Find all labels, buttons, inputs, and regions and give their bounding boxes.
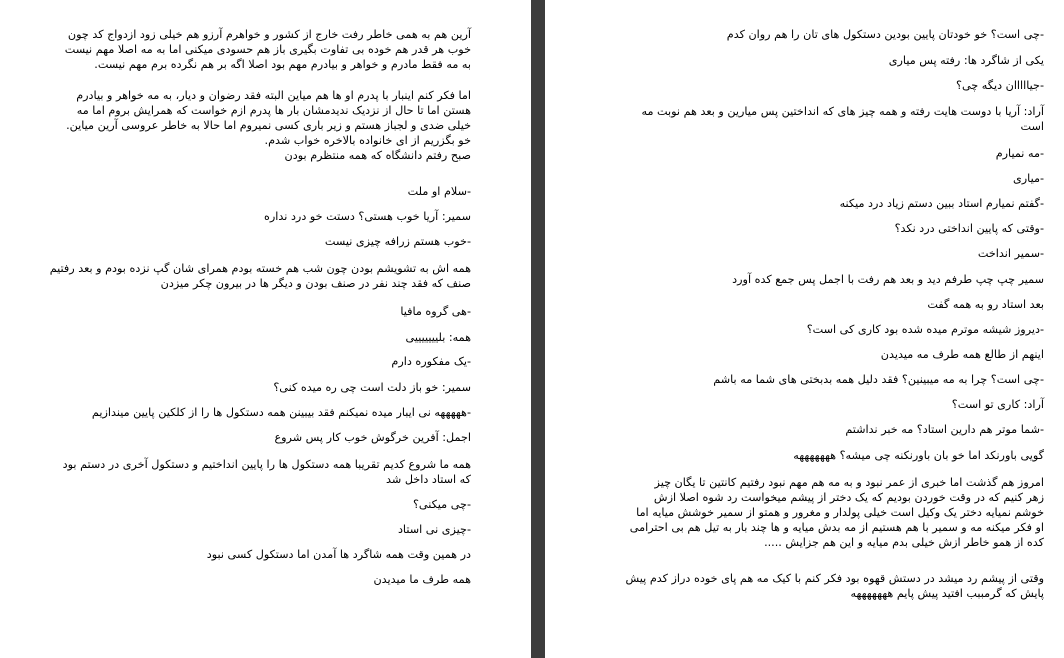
text-line: همه طرف ما میدیدن [373,573,471,586]
text-line: آراد: کاری تو است؟ [951,398,1044,411]
text-line: یکی از شاگرد ها: رفته پس میاری [888,54,1044,67]
text-line: -چی است؟ چرا به مه میبینین؟ فقد دلیل همه بدبختی های شما مه باشم [713,373,1044,386]
text-line: سمیر: آریا خوب هستی؟ دستت خو درد نداره [264,210,471,223]
text-paragraph [889,53,1044,68]
text-paragraph [630,475,1044,550]
text-paragraph [207,547,471,562]
text-paragraph [996,146,1044,161]
text-paragraph [50,261,471,291]
text-paragraph [325,234,471,249]
text-line: به مه فقط مادرم و خواهر و بیادرم مهم بود اصلا اگه بر هم نگرده برم مهم نیست. [94,58,471,71]
text-paragraph [895,221,1044,236]
text-line: -خوب هستم زرافه چیزی نیست [324,235,471,248]
text-line: است [1020,120,1044,133]
text-paragraph [978,246,1044,261]
text-paragraph [66,88,471,163]
text-line: آرین هم به همی خاطر رفت خارج از کشور و خواهرم آرزو هم خیلی زود ازدواج کد چون [67,28,471,41]
text-line: خوشم نمیایه دختر یک وکیل است خیلی پولدار و مغرور و همتو از سمیر خوشش میایه اما [636,506,1044,519]
text-line: وقتی از پیشم رد میشد در دستش قهوه بود فکر کنم با کیک مه هم پای خوده دراز کدم پیش [625,572,1044,585]
text-paragraph [65,27,471,72]
text-line: همه اش به تشویشم بودن چون شب هم خسته بودم همرای شان گپ نزده بودم و بعد رفتیم [49,262,471,275]
text-line: -جیااااان دیگه چی؟ [956,79,1044,92]
text-line: پایش که گرمببب افتید پیش پایم هههههههه [850,587,1044,600]
text-paragraph [956,78,1044,93]
text-line: -شما موتر هم دارین استاد؟ مه خبر نداشتم [845,423,1044,436]
text-paragraph [373,572,471,587]
text-paragraph [732,272,1044,287]
text-line: -چی است؟ خو خودتان پایین بودین دستکول های تان را هم روان کدم [726,28,1044,41]
text-paragraph [845,422,1044,437]
text-paragraph [92,405,471,420]
text-paragraph [727,27,1044,42]
text-paragraph [1013,171,1044,186]
text-line: خیلی ضدی و لجباز هستم و زیر باری کسی نمیروم اما حالا به خاطر عروسی آرین میاین. [66,119,471,132]
text-line: -سمیر انداخت [977,247,1044,260]
text-paragraph [264,209,471,224]
text-paragraph [274,430,471,445]
text-paragraph [63,457,471,487]
text-line: در همین وقت همه شاگرد ها آمدن اما دستکول کسی نبود [206,548,471,561]
text-line: -هههههه نی ایبار میده نمیکنم فقد بیبینن همه دستکول ها را از کلکین پایین میندازیم [91,406,471,419]
text-paragraph [713,372,1044,387]
text-line: -گفتم نمیارم استاد ببین دستم زیاد درد میکنه [839,197,1044,210]
left-page [0,0,531,658]
text-line: خوب هر قدر هم خوده بی تفاوت بگیری باز هم حسودی میکنی اما به مه اصلا مهم نیست [64,43,471,56]
text-paragraph [840,196,1044,211]
text-line: -وقتی که پایین انداختی درد نکد؟ [894,222,1044,235]
text-line: اینهم از طالع همه طرف مه میدیدن [880,348,1044,361]
text-paragraph [400,304,471,319]
text-line: خو بگزریم از ای خانواده بالاخره خواب شدم. [264,134,471,147]
text-line: سمیر: خو باز دلت است چی ره میده کنی؟ [273,381,471,394]
text-line: او فکر میکنه مه و سمیر با هم هستیم از مه بدش میایه و ها چند بار به تیل هم بی احترامی [629,521,1044,534]
text-line: -هی گروه مافیا [400,305,471,318]
text-paragraph [406,330,471,345]
text-paragraph [273,380,471,395]
text-paragraph [626,571,1044,601]
text-paragraph [927,297,1044,312]
text-line: امروز هم گذشت اما خبری از عمر نبود و به مه هم مهم نبود رفتیم کانتین تا یگان چیز [654,476,1044,489]
text-line: صبح رفتم دانشگاه که همه منتظرم بودن [284,149,471,162]
text-paragraph [793,448,1044,463]
text-line: سمیر چپ چپ طرفم دید و بعد هم رفت با اجمل پس جمع کده آورد [732,273,1044,286]
right-page [545,0,1064,658]
text-paragraph [881,347,1044,362]
text-paragraph [391,354,471,369]
text-line: -مه نمیارم [995,147,1044,160]
text-line: بعد استاد رو به همه گفت [927,298,1044,311]
text-line: اجمل: آفرین خرگوش خوب کار پس شروع [274,431,471,444]
text-line: همه: بلیییییییی [405,331,471,344]
text-line: گویی باورنکد اما خو بان باورنکنه چی میشه؟ هههههههه [793,449,1044,462]
text-line: -میاری [1013,172,1044,185]
text-line: -سلام او ملت [407,185,471,198]
text-paragraph [413,497,471,512]
page-gutter [531,0,545,658]
text-line: -چیزی نی استاد [397,523,471,536]
text-line: -چی میکنی؟ [412,498,471,511]
text-line: زهر کنیم که در وقت خوردن بودیم که یک دختر از پیشم میخواست رد شوه اصلا ازش [653,491,1044,504]
text-line: کده از همو خاطر ازش خیلی بدم میایه و این هم جزایش ..... [764,536,1044,549]
text-line: آراد: آریا با دوست هایت رفته و همه چیز های که انداختین پس میارین و بعد هم نوبت مه [641,105,1044,118]
text-line: -یک مفکوره دارم [391,355,471,368]
text-line: صنف که فقد چند نفر در صنف بودن و دیگر ها در بیرون چکر میزدن [160,277,471,290]
text-line: همه ما شروع کدیم تقریبا همه دستکول ها را پایین انداختیم و دستکول آخری در دستم بود [62,458,471,471]
text-paragraph [807,322,1044,337]
text-line: -دیروز شیشه موترم میده شده بود کاری کی است؟ [806,323,1044,336]
text-paragraph [952,397,1044,412]
text-line: که استاد داخل شد [386,473,471,486]
text-paragraph [398,522,471,537]
text-line: اما فکر کنم اینبار با پدرم او ها هم میاین البته فقد رضوان و دیار، به مه خواهر و بیادرم [76,89,471,102]
text-paragraph [408,184,471,199]
text-paragraph [641,104,1044,134]
text-line: هستن اما تا حال از نزدیک ندیدمشان بار ها پدرم ازم خواست که همرایش بروم اما مه [76,104,471,117]
